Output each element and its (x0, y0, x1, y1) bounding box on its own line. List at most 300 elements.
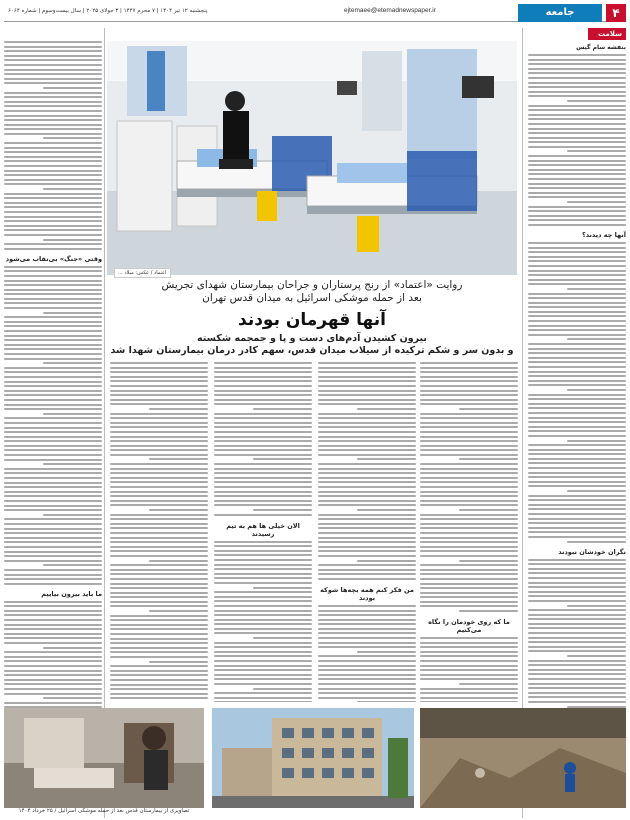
text-line (459, 560, 518, 562)
text-line (528, 260, 626, 262)
text-line (214, 605, 312, 607)
text-line (318, 610, 416, 612)
text-line (214, 472, 312, 474)
text-line (4, 367, 102, 369)
subtitle-line: و بدون سر و شکم ترکیده از سیلاب میدان قدس، سهم کادر درمان بیمارستان شهدا شد (110, 345, 514, 356)
text-line (110, 592, 208, 594)
text-line (4, 578, 102, 580)
text-line (318, 546, 416, 548)
text-line (214, 646, 312, 648)
text-line (4, 574, 102, 576)
text-line (110, 504, 208, 506)
column-text (214, 541, 312, 702)
column-subhead: ما باید بیرون بیاییم (41, 589, 102, 598)
text-line (528, 311, 626, 313)
text-line (110, 380, 208, 382)
text-line (420, 417, 518, 419)
text-line (420, 362, 518, 364)
text-line (110, 440, 208, 442)
text-line (528, 206, 626, 208)
text-line (253, 509, 312, 511)
text-line (420, 468, 518, 470)
text-line (110, 596, 208, 598)
text-line (110, 468, 208, 470)
text-line (528, 426, 626, 428)
text-line (420, 692, 518, 694)
text-line (43, 697, 102, 699)
text-line (110, 605, 208, 607)
text-line (420, 380, 518, 382)
text-line (4, 197, 102, 199)
text-line (528, 320, 626, 322)
text-line (110, 615, 208, 617)
text-line (214, 491, 312, 493)
text-line (528, 687, 626, 689)
text-line (528, 128, 626, 130)
text-line (110, 647, 208, 649)
text-line (110, 532, 208, 534)
text-line (528, 673, 626, 675)
text-line (110, 422, 208, 424)
text-line (110, 454, 208, 456)
text-line (420, 454, 518, 456)
text-line (420, 495, 518, 497)
text-line (420, 578, 518, 580)
text-line (318, 481, 416, 483)
text-line (4, 624, 102, 626)
text-line (567, 605, 626, 607)
text-line (318, 527, 416, 529)
text-line (110, 527, 208, 529)
text-line (4, 385, 102, 387)
text-line (459, 509, 518, 511)
text-line (528, 109, 626, 111)
text-line (4, 376, 102, 378)
rubble-photo (420, 708, 626, 808)
text-line (110, 491, 208, 493)
text-line (110, 564, 208, 566)
text-line (43, 647, 102, 649)
text-line (420, 601, 518, 603)
text-line (528, 302, 626, 304)
text-line (420, 440, 518, 442)
text-line (110, 628, 208, 630)
text-line (4, 459, 102, 461)
text-line (4, 321, 102, 323)
text-line (110, 500, 208, 502)
text-line (318, 514, 416, 516)
text-line (528, 72, 626, 74)
text-line (528, 54, 626, 56)
text-line (318, 491, 416, 493)
text-line (4, 390, 102, 392)
text-line (420, 573, 518, 575)
text-line (528, 407, 626, 409)
text-line (214, 514, 312, 516)
text-line (420, 431, 518, 433)
text-line (528, 265, 626, 267)
text-line (214, 431, 312, 433)
text-line (318, 417, 416, 419)
text-line (528, 315, 626, 317)
text-line (214, 477, 312, 479)
text-line (567, 389, 626, 391)
text-line (4, 211, 102, 213)
text-line (253, 458, 312, 460)
bottom-caption: تصاویری از بیمارستان قدس بعد از حمله موشکی اسرائیل / ۲۵ خرداد ۱۴۰۴ (18, 808, 190, 814)
text-line (214, 610, 312, 612)
text-line (528, 449, 626, 451)
text-line (214, 692, 312, 694)
text-line (528, 467, 626, 469)
text-line (528, 91, 626, 93)
text-line (318, 564, 416, 566)
text-line (253, 637, 312, 639)
text-line (318, 486, 416, 488)
text-line (214, 678, 312, 680)
text-line (528, 421, 626, 423)
text-line (4, 124, 102, 126)
text-line (4, 408, 102, 410)
text-line (214, 550, 312, 552)
text-line (214, 596, 312, 598)
text-line (4, 551, 102, 553)
text-line (528, 132, 626, 134)
text-line (110, 449, 208, 451)
text-line (4, 339, 102, 341)
text-line (528, 352, 626, 354)
text-line (420, 523, 518, 525)
text-line (4, 41, 102, 43)
text-line (420, 669, 518, 671)
text-line (528, 59, 626, 61)
text-line (528, 256, 626, 258)
rubble-illustration (420, 708, 626, 808)
text-line (110, 638, 208, 640)
article-column (110, 362, 208, 702)
text-line (4, 505, 102, 507)
text-line (318, 573, 416, 575)
text-line (4, 348, 102, 350)
text-line (110, 362, 208, 364)
text-line (528, 536, 626, 538)
text-line (528, 251, 626, 253)
text-line (43, 137, 102, 139)
text-line (4, 449, 102, 451)
text-line (528, 435, 626, 437)
text-line (420, 527, 518, 529)
text-line (214, 468, 312, 470)
text-line (420, 403, 518, 405)
text-line (214, 564, 312, 566)
text-line (4, 105, 102, 107)
text-line (528, 329, 626, 331)
text-line (4, 179, 102, 181)
text-line (4, 82, 102, 84)
text-line (149, 610, 208, 612)
text-line (318, 655, 416, 657)
text-line (567, 655, 626, 657)
text-line (318, 619, 416, 621)
text-line (528, 412, 626, 414)
text-line (318, 504, 416, 506)
text-line (318, 646, 416, 648)
text-line (4, 619, 102, 621)
column-text (420, 637, 518, 702)
text-line (528, 270, 626, 272)
text-line (4, 46, 102, 48)
text-line (420, 390, 518, 392)
text-line (214, 403, 312, 405)
text-line (567, 100, 626, 102)
text-line (214, 642, 312, 644)
text-line (4, 482, 102, 484)
text-line (214, 628, 312, 630)
text-line (318, 472, 416, 474)
text-line (253, 408, 312, 410)
text-line (4, 605, 102, 607)
text-line (528, 114, 626, 116)
column-text (4, 266, 102, 585)
text-line (214, 655, 312, 657)
text-line (528, 618, 626, 620)
text-line (420, 546, 518, 548)
text-line (4, 445, 102, 447)
text-line (318, 463, 416, 465)
text-line (318, 555, 416, 557)
text-line (528, 224, 626, 226)
text-line (528, 513, 626, 515)
text-line (110, 376, 208, 378)
text-line (528, 380, 626, 382)
text-line (528, 361, 626, 363)
text-line (4, 202, 102, 204)
text-line (4, 537, 102, 539)
text-line (528, 499, 626, 501)
text-line (4, 206, 102, 208)
text-line (528, 155, 626, 157)
text-line (318, 518, 416, 520)
text-line (110, 514, 208, 516)
text-line (528, 591, 626, 593)
text-line (528, 384, 626, 386)
text-line (4, 298, 102, 300)
text-line (253, 587, 312, 589)
text-line (318, 367, 416, 369)
text-line (528, 187, 626, 189)
article-column (420, 362, 518, 702)
text-line (110, 472, 208, 474)
text-line (528, 481, 626, 483)
text-line (420, 564, 518, 566)
text-line (528, 293, 626, 295)
text-line (420, 504, 518, 506)
text-line (4, 500, 102, 502)
text-line (318, 495, 416, 497)
text-line (318, 532, 416, 534)
text-line (528, 86, 626, 88)
text-line (420, 486, 518, 488)
text-line (318, 642, 416, 644)
column-subhead: وقتی «جنگ» بی‌نقاب می‌شود (5, 254, 102, 263)
column-text (110, 362, 208, 702)
text-line (420, 688, 518, 690)
text-line (110, 583, 208, 585)
text-line (318, 614, 416, 616)
text-line (110, 684, 208, 686)
text-line (420, 674, 518, 676)
text-line (528, 247, 626, 249)
column-text (528, 54, 626, 226)
text-line (318, 569, 416, 571)
text-line (4, 528, 102, 530)
text-line (528, 504, 626, 506)
text-line (420, 596, 518, 598)
text-line (318, 669, 416, 671)
text-line (318, 380, 416, 382)
page-number: ۴ (606, 4, 626, 22)
text-line (110, 436, 208, 438)
text-line (4, 110, 102, 112)
text-line (4, 220, 102, 222)
text-line (420, 532, 518, 534)
text-line (318, 660, 416, 662)
text-line (4, 59, 102, 61)
text-line (4, 614, 102, 616)
text-line (214, 500, 312, 502)
text-line (110, 417, 208, 419)
text-line (110, 495, 208, 497)
text-line (110, 426, 208, 428)
text-line (528, 518, 626, 520)
text-line (318, 632, 416, 634)
text-line (214, 376, 312, 378)
text-line (420, 697, 518, 699)
text-line (4, 174, 102, 176)
text-line (214, 495, 312, 497)
text-line (4, 637, 102, 639)
text-line (4, 275, 102, 277)
text-line (528, 366, 626, 368)
supertitle-line: بعد از حمله موشکی اسرائیل به میدان قدس تهران (202, 292, 422, 304)
text-line (214, 454, 312, 456)
text-line (318, 454, 416, 456)
text-line (528, 563, 626, 565)
column-divider (522, 28, 523, 818)
text-line (357, 458, 416, 460)
text-line (4, 683, 102, 685)
text-line (528, 105, 626, 107)
text-line (4, 555, 102, 557)
text-line (528, 650, 626, 652)
text-line (528, 462, 626, 464)
text-line (318, 692, 416, 694)
text-line (4, 670, 102, 672)
text-line (4, 642, 102, 644)
text-line (420, 376, 518, 378)
text-line (4, 495, 102, 497)
text-line (528, 403, 626, 405)
text-line (357, 651, 416, 653)
text-line (214, 390, 312, 392)
text-line (43, 362, 102, 364)
text-line (4, 193, 102, 195)
text-line (420, 491, 518, 493)
text-line (420, 399, 518, 401)
text-line (4, 325, 102, 327)
text-line (4, 656, 102, 658)
text-line (43, 239, 102, 241)
text-line (4, 216, 102, 218)
text-line (149, 661, 208, 663)
text-line (528, 522, 626, 524)
subtitle (107, 333, 517, 357)
text-line (420, 500, 518, 502)
text-line (214, 399, 312, 401)
text-line (420, 646, 518, 648)
text-line (214, 582, 312, 584)
text-line (420, 637, 518, 639)
text-line (110, 555, 208, 557)
text-line (4, 284, 102, 286)
text-line (4, 431, 102, 433)
text-line (318, 394, 416, 396)
text-line (214, 701, 312, 702)
text-line (214, 665, 312, 667)
text-line (4, 133, 102, 135)
text-line (318, 523, 416, 525)
text-line (4, 674, 102, 676)
text-line (214, 362, 312, 364)
text-line (110, 679, 208, 681)
text-line (43, 463, 102, 465)
text-line (110, 656, 208, 658)
text-line (110, 670, 208, 672)
text-line (110, 390, 208, 392)
text-line (357, 509, 416, 511)
section-email: ejtemaee@etemadnewspaper.ir (344, 7, 436, 14)
text-line (357, 701, 416, 702)
text-line (4, 665, 102, 667)
text-line (318, 477, 416, 479)
text-line (149, 560, 208, 562)
text-line (4, 266, 102, 268)
text-line (528, 600, 626, 602)
text-line (567, 541, 626, 543)
text-line (4, 404, 102, 406)
text-line (4, 358, 102, 360)
date-line: پنجشنبه ۱۲ تیر ۱۴۰۴ | ۷ محرم ۱۴۴۷ | ۳ جولای ۲۰۲۵ | سال بیست‌وسوم | شماره ۶۰۶۴ (8, 8, 208, 14)
text-line (528, 141, 626, 143)
text-line (4, 509, 102, 511)
text-line (528, 178, 626, 180)
text-line (357, 408, 416, 410)
column-text (318, 362, 416, 580)
text-line (459, 458, 518, 460)
text-line (110, 674, 208, 676)
text-line (214, 486, 312, 488)
text-line (528, 279, 626, 281)
text-line (318, 436, 416, 438)
text-line (4, 330, 102, 332)
text-line (43, 413, 102, 415)
text-line (528, 495, 626, 497)
text-line (528, 614, 626, 616)
text-line (214, 632, 312, 634)
text-line (4, 633, 102, 635)
text-line (4, 183, 102, 185)
text-line (318, 390, 416, 392)
